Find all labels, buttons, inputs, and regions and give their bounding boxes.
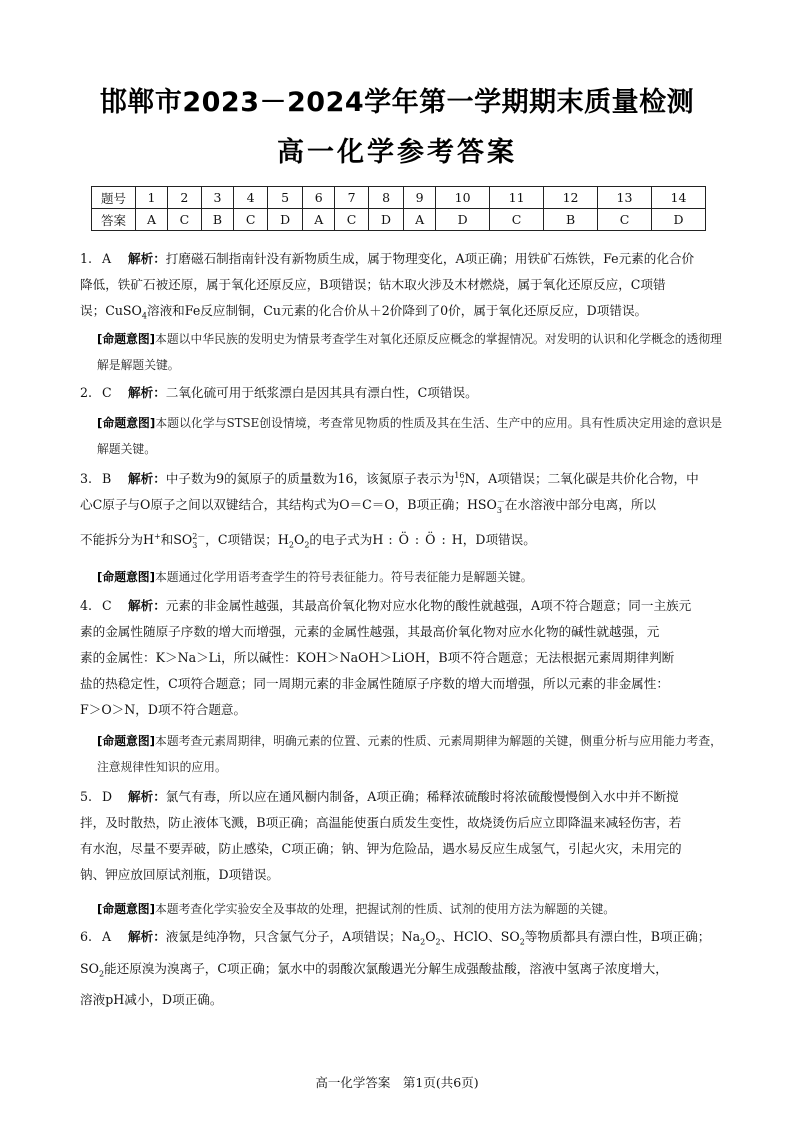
question-number: 12 xyxy=(544,187,598,209)
question-number: 5. xyxy=(80,789,93,804)
analysis-text: 二氧化硫可用于纸浆漂白是因其具有漂白性，C项错误。 xyxy=(165,385,478,400)
question-1-intent xyxy=(97,326,722,378)
question-number: 9 xyxy=(404,187,436,209)
question-4-intent xyxy=(97,728,722,780)
answer-cell: A xyxy=(404,209,436,231)
analysis-text: 打磨磁石制指南针没有新物质生成，属于物理变化，A项正确；用铁矿石炼铁，Fe元素的化合价 xyxy=(165,251,695,266)
question-number: 3 xyxy=(201,187,234,209)
intent-label: [命题意图] xyxy=(97,332,156,346)
analysis-text: 中子数为9的氮原子的质量数为16，该氮原子表示为 xyxy=(165,471,455,486)
analysis-label: 解析： xyxy=(128,929,166,944)
analysis-text: H，D项错误。 xyxy=(451,532,536,548)
table-answer-label: 答案 xyxy=(92,209,136,231)
question-4-analysis xyxy=(80,593,722,723)
answer-cell: B xyxy=(201,209,234,231)
question-number: 1 xyxy=(136,187,168,209)
analysis-text: 误；CuSO xyxy=(80,303,142,318)
answer-table-answer-row xyxy=(92,209,706,231)
analysis-text: 、HClO、SO xyxy=(440,929,520,944)
question-answer: C xyxy=(102,598,112,613)
answer-cell: A xyxy=(303,209,335,231)
question-number: 14 xyxy=(651,187,705,209)
analysis-text: N，A项错误；二氧化碳是共价化合物，中 xyxy=(464,471,699,486)
intent-label: [命题意图] xyxy=(97,570,155,584)
question-6-analysis: 6. A 解析：液氯是纯净物，只含氯气分子，A项错误；$Na_2O_2$、HClO、$SO_2$等物质都具有漂白性，B项正确； $SO_2$能还原溴为溴离子，C项正确；氯水中的弱酸次氯酸遇光分解生成强酸盐酸，溶液中氢离子浓度增大， 溶液pH减小，D项正确。 xyxy=(80,924,722,1013)
intent-label: [命题意图] xyxy=(97,734,156,748)
analysis-text: 盐的热稳定性，C项符合题意；同一周期元素的非金属性随原子序数的增大而增强，所以元素的非金属性： xyxy=(80,676,669,691)
table-header-label: 题号 xyxy=(92,187,136,209)
answer-cell: C xyxy=(598,209,652,231)
question-1-analysis: 1. A 解析：打磨磁石制指南针没有新物质生成，属于物理变化，A项正确；用铁矿石炼铁，Fe元素的化合价 降低，铁矿石被还原，属于氧化还原反应，B项错误；钻木取火涉及木材燃烧，属于氧化还原反应，C项错 误；CuSO$_4$溶液和Fe反应制铜，Cu元素的化合价从＋2价降到了0价，属于氧化还原反应，D项错误。 xyxy=(80,246,722,330)
answer-cell: C xyxy=(335,209,369,231)
page-title: 邯郸市2023－2024学年第一学期期末质量检测 xyxy=(99,87,695,118)
analysis-text: 的电子式为H xyxy=(309,532,384,548)
analysis-text: F＞O＞N，D项不符合题意。 xyxy=(80,702,247,717)
analysis-text: O xyxy=(293,532,305,548)
question-number: 6. xyxy=(80,929,93,944)
question-answer: A xyxy=(102,251,112,266)
answer-cell: D xyxy=(268,209,303,231)
question-number: 4 xyxy=(234,187,268,209)
analysis-text: 降低，铁矿石被还原，属于氧化还原反应，B项错误；钻木取火涉及木材燃烧，属于氧化还原反应，C项错 xyxy=(80,277,666,292)
page-footer: 高一化学答案 第1页(共6页) xyxy=(315,1075,479,1090)
intent-label: [命题意图] xyxy=(97,416,156,430)
analysis-text: 能还原溴为溴离子，C项正确；氯水中的弱酸次氯酸遇光分解生成强酸盐酸，溶液中氢离子浓度增大， xyxy=(104,960,668,976)
analysis-text: 素的金属性：K＞Na＞Li，所以碱性：KOH＞NaOH＞LiOH，B项不符合题意；无法根据元素周期律判断 xyxy=(80,650,675,665)
question-number: 5 xyxy=(268,187,303,209)
analysis-text: 在水溶液中部分电离，所以 xyxy=(504,497,656,512)
question-number: 6 xyxy=(303,187,335,209)
answer-cell: B xyxy=(544,209,598,231)
analysis-text: 素的金属性随原子序数的增大而增强，元素的金属性越强，其最高价氧化物对应水化物的碱性就越强，元 xyxy=(80,624,660,639)
analysis-text: SO xyxy=(80,960,99,976)
question-number: 1. xyxy=(80,251,93,266)
answer-cell: D xyxy=(436,209,490,231)
question-number: 8 xyxy=(368,187,403,209)
analysis-label: 解析： xyxy=(128,598,166,613)
intent-text: 本题以中华民族的发明史为情景考查学生对氧化还原反应概念的掌握情况。对发明的认识和化学概念的透彻理解是解题关键。 xyxy=(97,332,722,372)
answer-cell: C xyxy=(490,209,544,231)
analysis-text: 有水泡，尽量不要弄破，防止感染，C项正确；钠、钾为危险品，遇水易反应生成氢气，引起火灾，未用完的 xyxy=(80,841,682,856)
question-3-analysis: 3. B 解析：中子数为9的氮原子的质量数为16，该氮原子表示为16 7N，A项错误；二氧化碳是共价化合物，中 心C原子与O原子之间以双键结合，其结构式为O＝C＝O，B项正确；HSO－ 3 在水溶液中部分电离，所以 不能拆分为H+和SO2－ 3 ，C项错误；$H_2O_2$的电子式为H : Ö : Ö : H，D项错误。 xyxy=(80,466,722,559)
analysis-text: 心C原子与O原子之间以双键结合，其结构式为O＝C＝O，B项正确；HSO xyxy=(80,497,497,512)
answer-table-number-row xyxy=(92,187,706,209)
analysis-label: 解析： xyxy=(128,385,166,400)
nuclide-notation: 16 7 xyxy=(454,470,465,489)
answer-table xyxy=(91,186,706,231)
intent-text: 本题考查化学实验安全及事故的处理，把握试剂的性质、试剂的使用方法为解题的关键。 xyxy=(154,902,616,916)
question-number: 11 xyxy=(490,187,544,209)
analysis-text: ，C项错误；H xyxy=(205,532,289,548)
analysis-text: 溶液pH减小，D项正确。 xyxy=(80,992,223,1008)
question-answer: C xyxy=(102,385,112,400)
question-5-analysis xyxy=(80,784,722,888)
question-answer: B xyxy=(102,471,112,486)
analysis-text: 液氯是纯净物，只含氯气分子，A项错误；Na xyxy=(165,929,421,944)
analysis-text: 不能拆分为H xyxy=(80,532,154,548)
analysis-text: O xyxy=(425,929,436,944)
question-number: 2 xyxy=(168,187,202,209)
intent-text: 本题以化学与STSE创设情境，考查常见物质的性质及其在生活、生产中的应用。具有性质决定用途的意识是解题关键。 xyxy=(97,416,722,456)
ion-charge: 2－ 3 xyxy=(192,531,206,550)
question-3-intent xyxy=(97,564,722,590)
question-answer: A xyxy=(102,929,112,944)
question-number: 2. xyxy=(80,385,93,400)
analysis-text: 钠、钾应放回原试剂瓶，D项错误。 xyxy=(80,867,280,882)
electron-dot-formula: : Ö : Ö : xyxy=(383,532,452,548)
analysis-text: 和SO xyxy=(160,532,193,548)
analysis-text: 拌，及时散热，防止液体飞溅，B项正确；高温能使蛋白质发生变性，故烧烫伤后应立即降温来减轻伤害，若 xyxy=(80,815,682,830)
intent-text: 本题考查元素周期律，明确元素的位置、元素的性质、元素周期律为解题的关键，侧重分析与应用能力考查，注意规律性知识的应用。 xyxy=(97,734,722,774)
analysis-label: 解析： xyxy=(128,789,166,804)
intent-text: 本题通过化学用语考查学生的符号表征能力。符号表征能力是解题关键。 xyxy=(154,570,533,584)
ion-charge: － 3 xyxy=(496,496,505,515)
answer-cell: D xyxy=(368,209,403,231)
analysis-text: 氯气有毒，所以应在通风橱内制备，A项正确；稀释浓硫酸时将浓硫酸慢慢倒入水中并不断搅 xyxy=(165,789,679,804)
analysis-text: 溶液和Fe反应制铜，Cu元素的化合价从＋2价降到了0价，属于氧化还原反应，D项错误。 xyxy=(146,303,648,318)
analysis-label: 解析： xyxy=(128,471,166,486)
answer-cell: D xyxy=(651,209,705,231)
answer-cell: C xyxy=(168,209,202,231)
question-number: 4. xyxy=(80,598,93,613)
intent-label: [命题意图] xyxy=(97,902,155,916)
question-answer: D xyxy=(102,789,113,804)
question-number: 3. xyxy=(80,471,93,486)
answer-cell: A xyxy=(136,209,168,231)
question-number: 10 xyxy=(436,187,490,209)
analysis-text: 等物质都具有漂白性，B项正确； xyxy=(524,929,711,944)
page-subtitle: 高一化学参考答案 xyxy=(277,137,517,168)
question-5-intent xyxy=(97,896,722,922)
analysis-label: 解析： xyxy=(128,251,166,266)
question-2-intent xyxy=(97,410,722,462)
question-number: 7 xyxy=(335,187,369,209)
question-number: 13 xyxy=(598,187,652,209)
answer-cell: C xyxy=(234,209,268,231)
question-2-analysis xyxy=(80,380,722,406)
analysis-text: 元素的非金属性越强，其最高价氧化物对应水化物的酸性就越强，A项不符合题意；同一主族元 xyxy=(165,598,692,613)
